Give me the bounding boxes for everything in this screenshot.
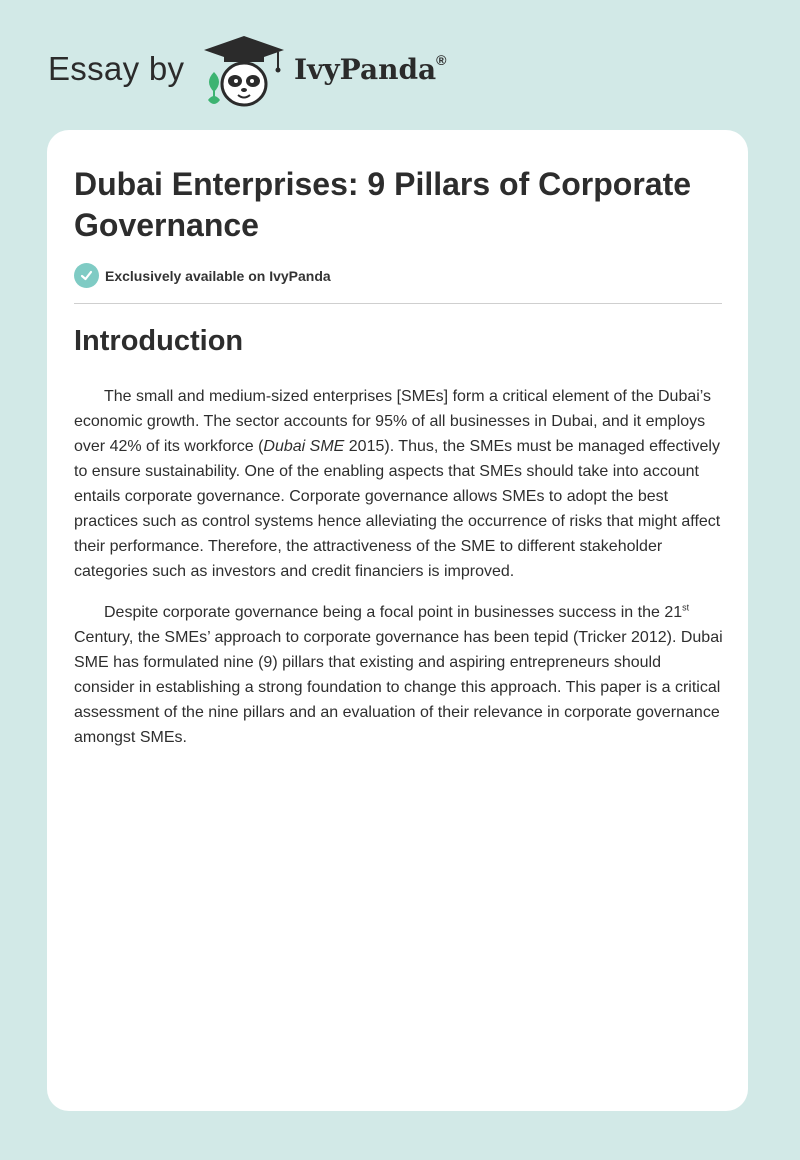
paragraph (74, 384, 724, 584)
panda-graduate-icon[interactable] (202, 34, 286, 110)
site-header (48, 34, 748, 114)
paragraph (74, 600, 724, 750)
exclusive-badge (74, 263, 331, 288)
essay-title: Dubai Enterprises: 9 Pillars of Corporate Governance (74, 166, 692, 243)
essay-card (47, 130, 748, 1111)
citation-italic: Dubai SME (263, 438, 345, 455)
paragraph-text: The small and medium-sized enterprises [SMEs] form a critical element of the Dubai’s economic growth. The sector accounts for 95% of all businesses in Dubai, and it employs over 42% of its workforce ( (74, 388, 712, 455)
brand-name[interactable] (294, 53, 447, 86)
section-heading: Introduction (74, 325, 244, 357)
registered-mark: ® (436, 51, 447, 68)
paragraph-text: Century, the SMEs’ approach to corporate governance has been tepid (Tricker 2012). Dubai SME has formulated nine (9) pillars that existing and aspiring entrepreneurs should consider in establishing a strong foundation to change this approach. This paper is a critical assessment of the nine pillars and an evaluation of their relevance in corporate governance amongst SMEs. (74, 629, 723, 746)
paragraph-text: 2015). Thus, the SMEs must be managed effectively to ensure sustainability. One of the enabling aspects that SMEs should take into account entails corporate governance. Corporate governance allows SMEs to adopt the best practices such as control systems hence alleviating the occurrence of risks that might affect their performance. Therefore, the attractiveness of the SME to different stakeholder categories such as investors and credit financiers is improved. (74, 438, 721, 580)
essay-body (74, 384, 724, 766)
check-icon (74, 263, 99, 288)
essay-by-label: Essay by (48, 50, 185, 87)
ordinal-superscript: st (682, 602, 690, 613)
brand-name-text: IvyPanda (294, 53, 437, 86)
paragraph-text: Despite corporate governance being a focal point in businesses success in the 21 (104, 604, 683, 621)
divider (74, 303, 722, 304)
badge-text: Exclusively available on IvyPanda (105, 267, 331, 284)
